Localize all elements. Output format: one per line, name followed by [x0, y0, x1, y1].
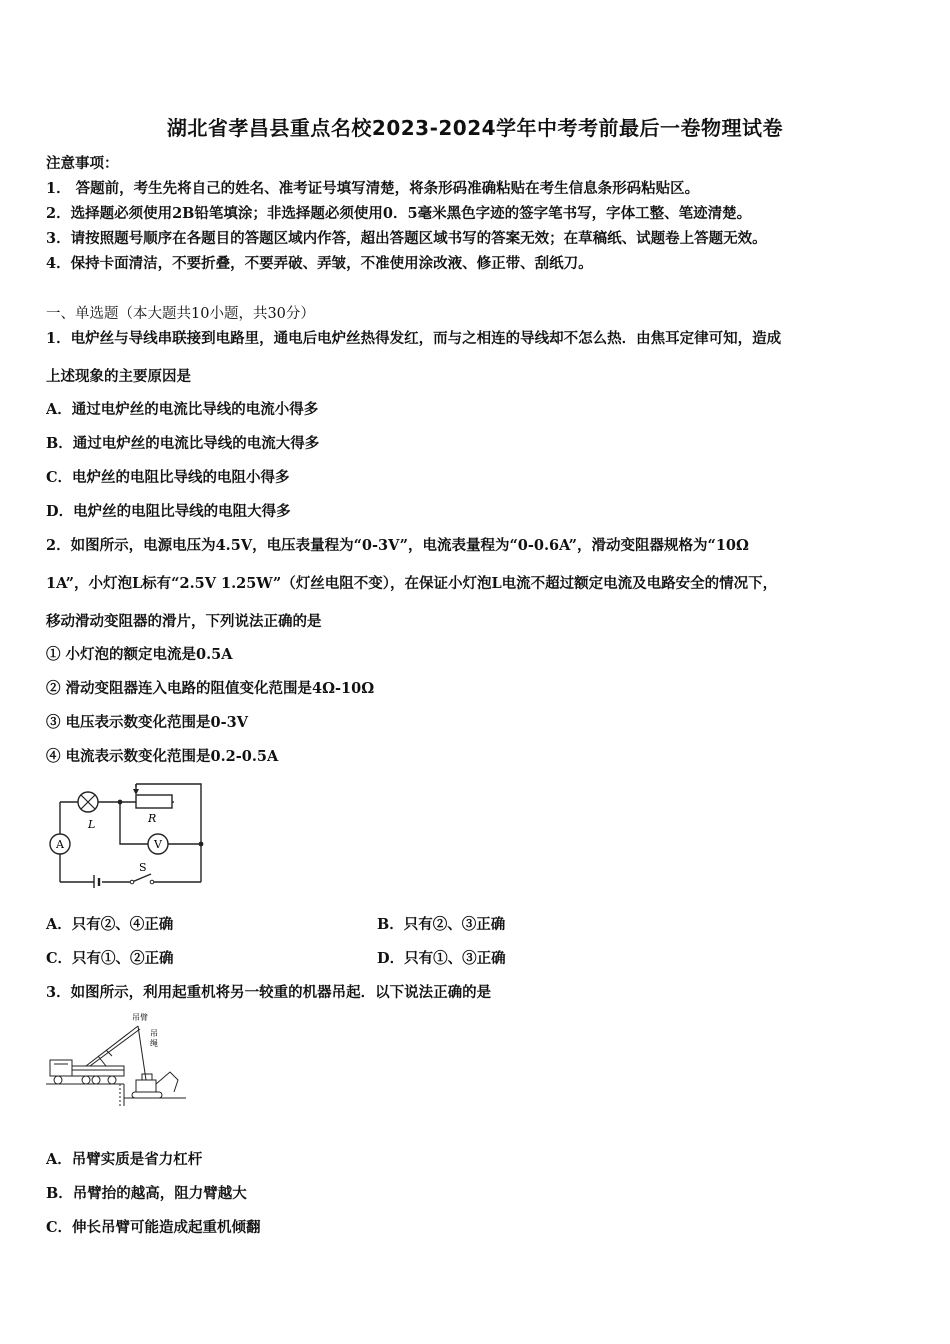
q1-stem-cont: 上述现象的主要原因是 — [46, 368, 191, 385]
q2-stem-cont: 1A”，小灯泡L标有“2.5V 1.25W”（灯丝电阻不变），在保证小灯泡L电流不超过额定电流及电路安全的情况下， — [46, 575, 778, 592]
q2-statement-1: ① 小灯泡的额定电流是0.5A — [46, 646, 233, 663]
q3-option-c: C．伸长吊臂可能造成起重机倾翻 — [46, 1219, 261, 1236]
q2-statement-4: ④ 电流表示数变化范围是0.2-0.5A — [46, 748, 279, 765]
q2-stem-cont: 移动滑动变阻器的滑片，下列说法正确的是 — [46, 613, 322, 630]
q2-stem: 2．如图所示，电源电压为4.5V，电压表量程为“0-3V”，电流表量程为“0-0.6A”，滑动变阻器规格为“10Ω — [46, 537, 749, 554]
notice-item: 2．选择题必须使用2B铅笔填涂；非选择题必须使用0．5毫米黑色字迹的签字笔书写，字体工整、笔迹清楚。 — [46, 205, 752, 222]
lamp-symbol — [78, 792, 98, 812]
q2-option-c: C．只有①、②正确 — [46, 950, 174, 967]
circuit-diagram — [44, 776, 209, 888]
page-title: 湖北省孝昌县重点名校2023-2024学年中考考前最后一卷物理试卷 — [166, 116, 784, 140]
q2-statement-3: ③ 电压表示数变化范围是0-3V — [46, 714, 248, 731]
q3-stem: 3．如图所示，利用起重机将另一较重的机器吊起．以下说法正确的是 — [46, 984, 492, 1001]
notice-item: 3．请按照题号顺序在各题目的答题区域内作答，超出答题区域书写的答案无效；在草稿纸、试题卷上答题无效。 — [46, 230, 767, 247]
q2-statement-2: ② 滑动变阻器连入电路的阻值变化范围是4Ω-10Ω — [46, 680, 375, 697]
q1-option-d: D．电炉丝的电阻比导线的电阻大得多 — [46, 503, 291, 520]
q1-option-b: B．通过电炉丝的电流比导线的电流大得多 — [46, 435, 320, 452]
voltmeter-label: V — [154, 838, 162, 851]
crane-arm-label: 吊臂 — [132, 1013, 148, 1022]
crane-rope-label-1: 吊 — [150, 1029, 158, 1038]
section-heading: 一、单选题（本大题共10小题，共30分） — [46, 306, 315, 322]
q1-stem: 1．电炉丝与导线串联接到电路里，通电后电炉丝热得发红，而与之相连的导线却不怎么热．由焦耳定律可知，造成 — [46, 330, 782, 347]
q2-option-b: B．只有②、③正确 — [377, 916, 506, 933]
q3-option-b: B．吊臂抬的越高，阻力臂越大 — [46, 1185, 247, 1202]
ammeter-label: A — [56, 838, 64, 851]
crane-rope-label-2: 绳 — [150, 1039, 158, 1048]
ammeter-symbol — [50, 834, 70, 854]
notice-item: 1． 答题前，考生先将自己的姓名、准考证号填写清楚，将条形码准确粘贴在考生信息条形码粘贴区。 — [46, 180, 700, 197]
q1-option-a: A．通过电炉丝的电流比导线的电流小得多 — [46, 401, 319, 418]
switch-label: S — [139, 861, 147, 874]
notice-item: 4．保持卡面清洁，不要折叠，不要弄破、弄皱，不准使用涂改液、修正带、刮纸刀。 — [46, 255, 593, 272]
q2-option-d: D．只有①、③正确 — [377, 950, 506, 967]
crane-figure — [46, 1010, 186, 1110]
notice-heading: 注意事项： — [46, 155, 119, 172]
rheostat-label: R — [148, 812, 157, 825]
voltmeter-symbol — [148, 834, 168, 854]
lamp-label: L — [88, 818, 96, 831]
q2-option-a: A．只有②、④正确 — [46, 916, 174, 933]
rheostat-symbol — [136, 795, 172, 808]
q3-option-a: A．吊臂实质是省力杠杆 — [46, 1151, 203, 1168]
q1-option-c: C．电炉丝的电阻比导线的电阻小得多 — [46, 469, 290, 486]
